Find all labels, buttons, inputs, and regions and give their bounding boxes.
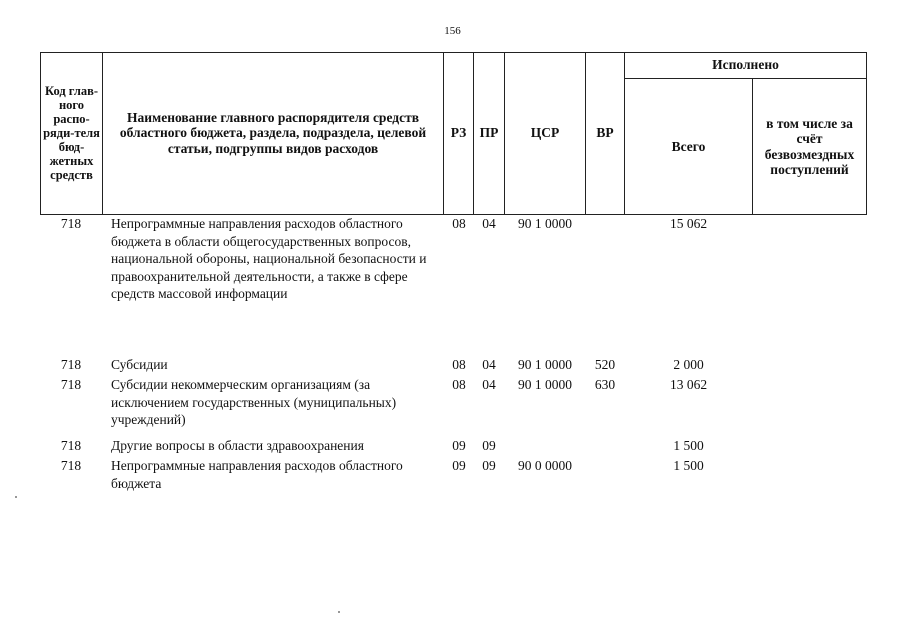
cell-rz: 08 <box>452 357 466 372</box>
cell-pr: 04 <box>482 216 496 231</box>
cell-name: Субсидии некоммерческим организациям (за исключением государственных (муниципальных) учреждений) <box>111 377 397 427</box>
header-vr-text: ВР <box>596 125 614 141</box>
cell-vr: 520 <box>594 357 616 372</box>
header-code <box>41 52 102 214</box>
header-rz-text: РЗ <box>450 125 467 141</box>
cell-rz: 09 <box>452 458 466 473</box>
header-name-text: Наименование главного распорядителя средств областного бюджета, раздела, подраздела, целевой статьи, подгруппы видов расходов <box>119 109 427 156</box>
cell-code: 718 <box>60 377 82 392</box>
scan-speck <box>338 611 340 613</box>
page-number: 156 <box>444 25 461 37</box>
header-total-text: Всего <box>671 138 706 154</box>
cell-pr: 04 <box>482 377 496 392</box>
cell-pr: 09 <box>482 438 496 453</box>
header-code-text: Код глав-ного распо-ряди-теля бюд-жетных средств <box>43 84 100 182</box>
header-pr <box>474 52 504 214</box>
cell-total: 2 000 <box>673 357 704 372</box>
header-free <box>753 79 866 214</box>
cell-pr: 09 <box>482 458 496 473</box>
header-executed-text: Исполнено <box>712 57 779 73</box>
cell-total: 1 500 <box>673 438 704 453</box>
cell-code: 718 <box>60 216 82 231</box>
cell-total: 15 062 <box>669 216 708 231</box>
table-header <box>40 52 867 215</box>
cell-csr: 90 1 0000 <box>518 377 572 392</box>
header-rz <box>444 52 473 214</box>
header-pr-text: ПР <box>479 125 499 141</box>
header-total <box>625 79 752 214</box>
cell-code: 718 <box>60 458 82 473</box>
cell-name: Другие вопросы в области здравоохранения <box>111 438 364 453</box>
cell-rz: 08 <box>452 216 466 231</box>
cell-name: Непрограммные направления расходов областного бюджета в области общегосударственных вопросов, национальной обороны, национальной безопасности и правоохранительной деятельности, а также в сфере средств массовой информации <box>111 216 427 301</box>
header-csr-text: ЦСР <box>530 125 560 141</box>
cell-total: 13 062 <box>669 377 708 392</box>
cell-rz: 08 <box>452 377 466 392</box>
cell-name: Непрограммные направления расходов областного бюджета <box>111 458 403 491</box>
cell-code: 718 <box>60 357 82 372</box>
cell-total: 1 500 <box>673 458 704 473</box>
header-name <box>104 52 442 214</box>
header-executed <box>625 52 866 78</box>
cell-pr: 04 <box>482 357 496 372</box>
header-vr <box>586 52 624 214</box>
cell-rz: 09 <box>452 438 466 453</box>
scan-speck <box>15 496 17 498</box>
cell-csr: 90 0 0000 <box>518 458 572 473</box>
cell-name: Субсидии <box>111 357 168 372</box>
cell-vr: 630 <box>594 377 616 392</box>
cell-csr: 90 1 0000 <box>518 216 572 231</box>
header-csr <box>505 52 585 214</box>
header-free-text: в том числе за счёт безвозмездных поступлений <box>764 115 855 177</box>
cell-code: 718 <box>60 438 82 453</box>
cell-csr: 90 1 0000 <box>518 357 572 372</box>
